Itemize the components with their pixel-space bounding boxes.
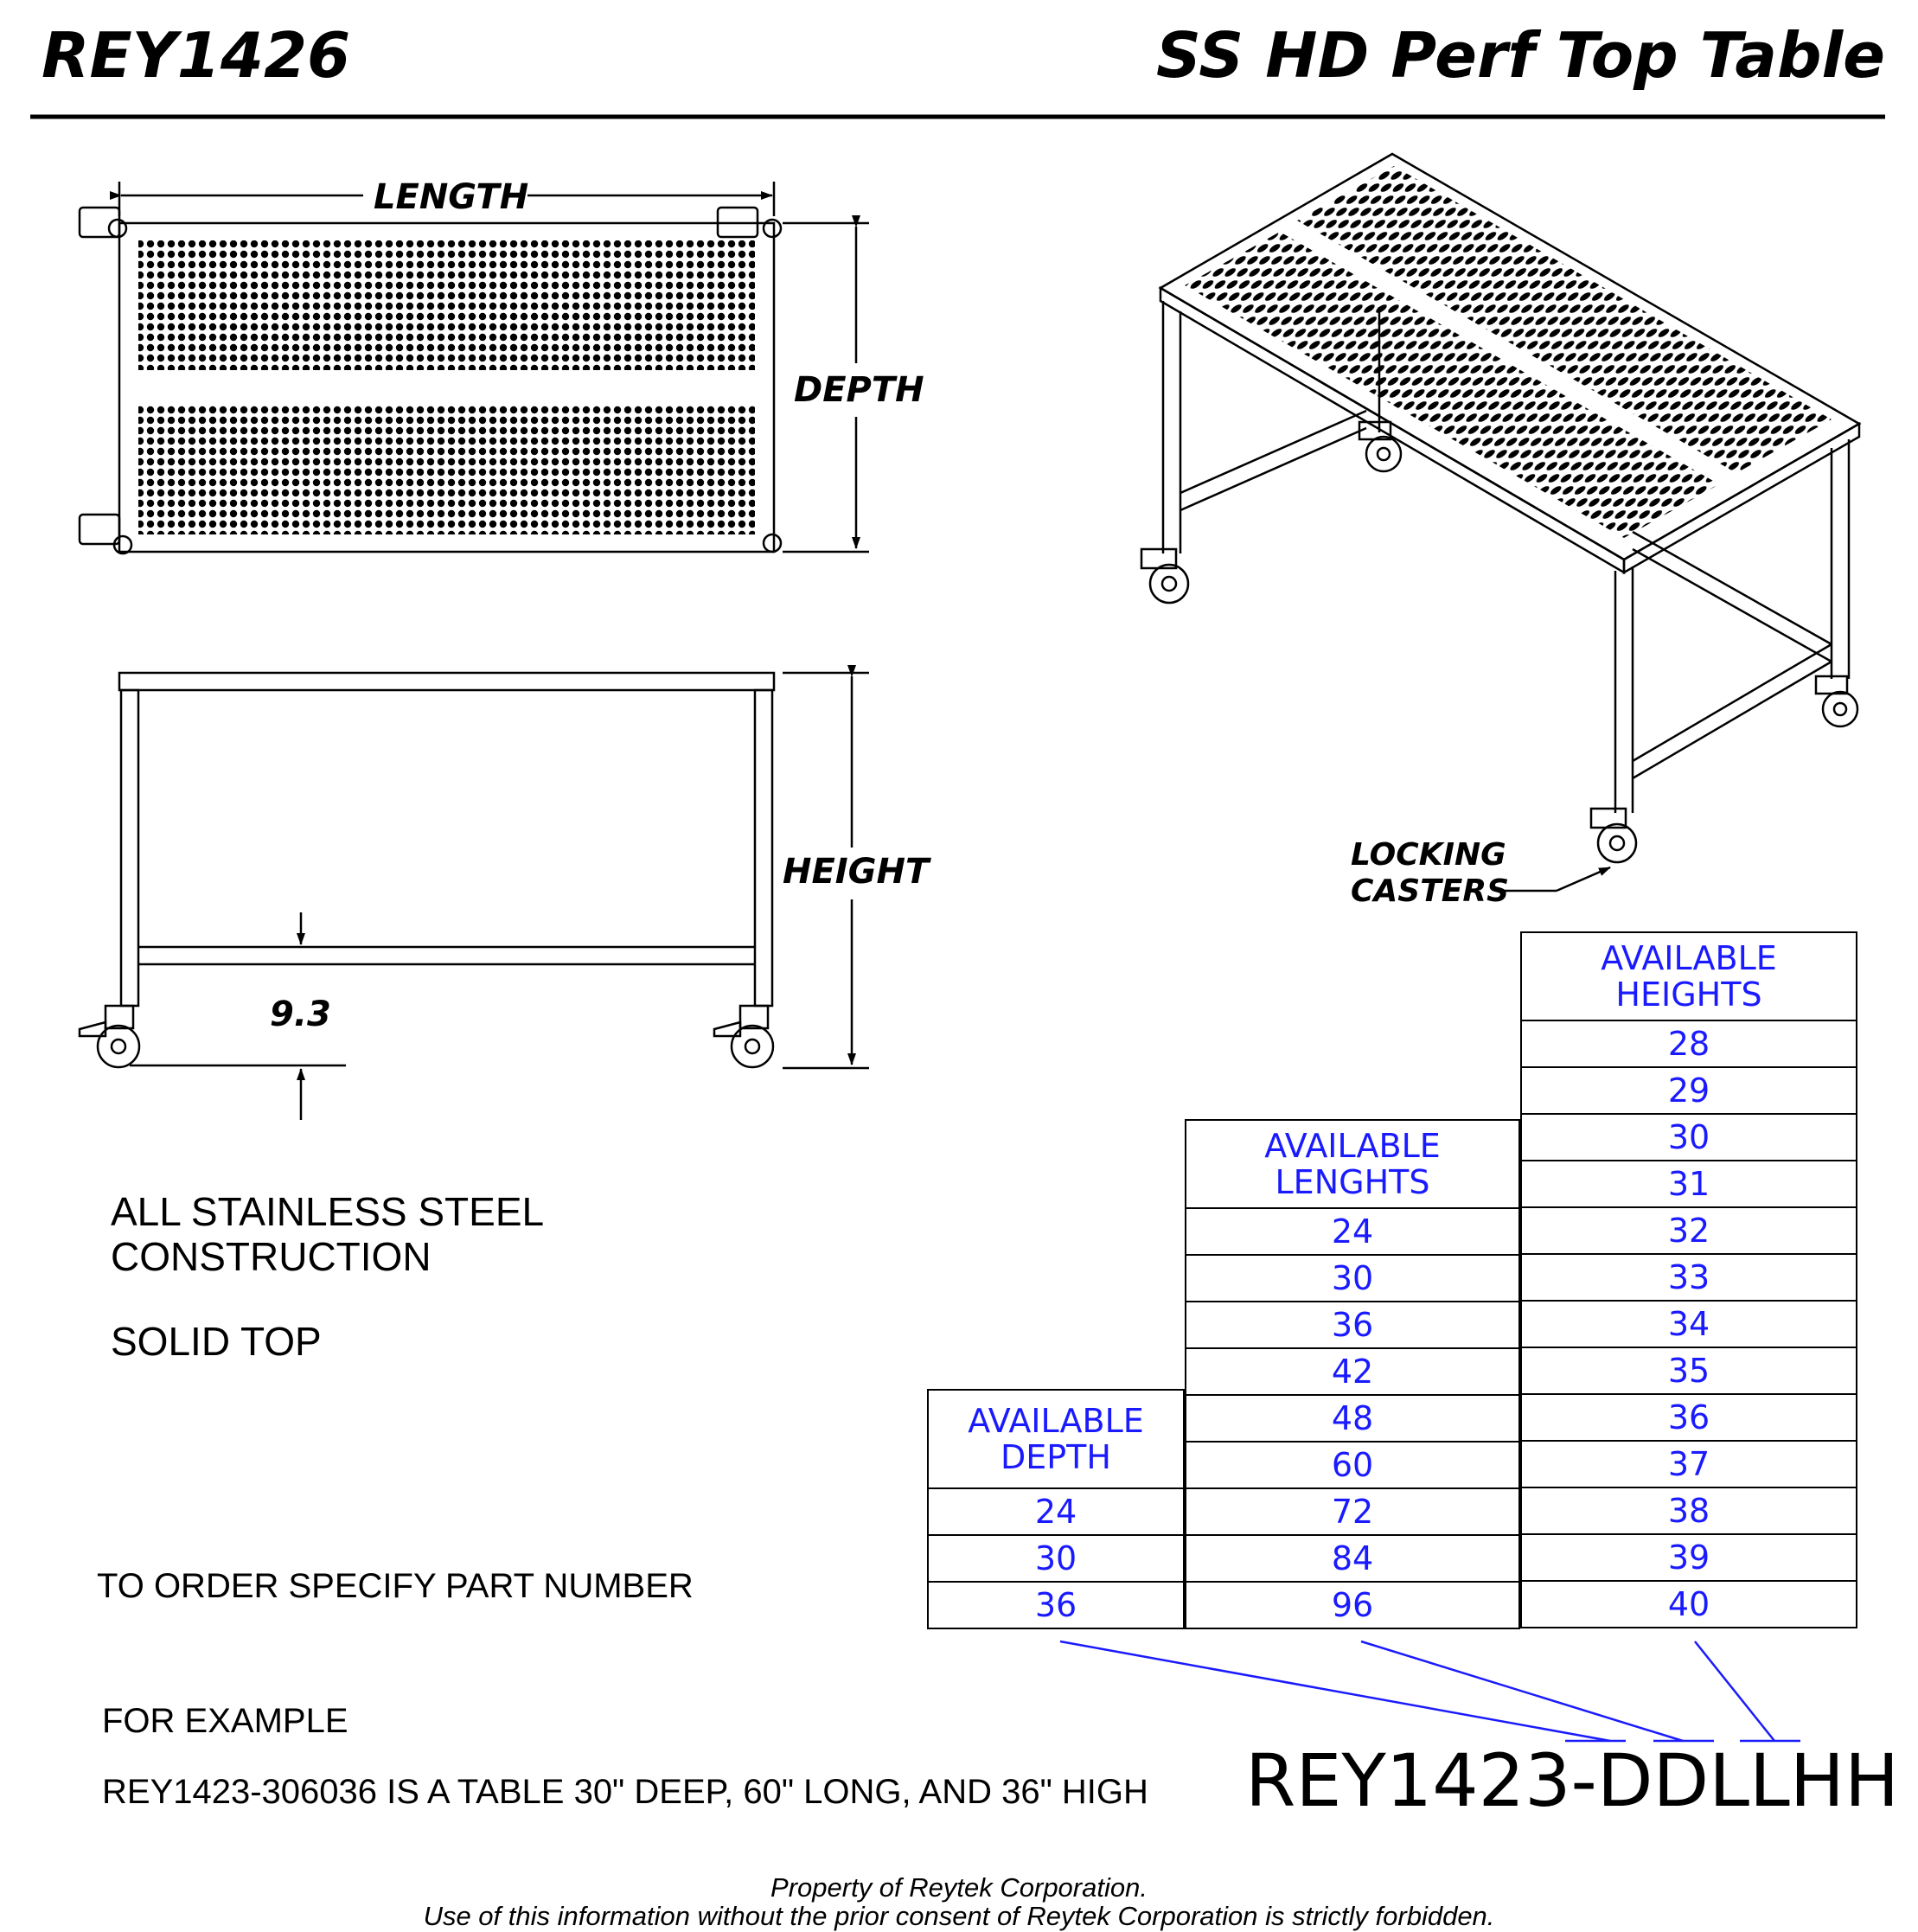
material-note-line2: CONSTRUCTION	[111, 1234, 432, 1279]
depth-table	[927, 1389, 1185, 1629]
length-value: 48	[1186, 1395, 1519, 1442]
height-value: 33	[1521, 1254, 1857, 1301]
length-value: 72	[1186, 1488, 1519, 1535]
part-id: REY1426	[42, 19, 351, 92]
heights-header-line1: AVAILABLE	[1601, 939, 1777, 977]
depth-header-line2: DEPTH	[1001, 1438, 1111, 1476]
lengths-table	[1185, 1119, 1520, 1629]
height-value: 28	[1521, 1020, 1857, 1067]
length-value: 60	[1186, 1442, 1519, 1488]
length-value: 84	[1186, 1535, 1519, 1582]
lengths-header-line1: AVAILABLE	[1264, 1127, 1441, 1165]
example-text: REY1423-306036 IS A TABLE 30" DEEP, 60" LONG, AND 36" HIGH	[102, 1773, 1148, 1811]
footer-line2: Use of this information without the prior consent of Reytek Corporation is strictly forbidden.	[423, 1901, 1495, 1931]
length-value: 96	[1186, 1582, 1519, 1628]
height-value: 36	[1521, 1394, 1857, 1441]
example-label: FOR EXAMPLE	[102, 1702, 348, 1740]
heights-table-header	[1521, 932, 1857, 1020]
product-title: SS HD Perf Top Table	[1156, 19, 1885, 92]
caster-icon	[1591, 809, 1636, 862]
material-note-line1: ALL STAINLESS STEEL	[111, 1189, 545, 1234]
material-note	[111, 1189, 544, 1279]
caster-icon	[714, 1006, 773, 1067]
caster-icon	[1141, 549, 1188, 603]
shelf-height-label: 9.3	[270, 995, 331, 1034]
front-view	[80, 673, 869, 1120]
caster-icon	[80, 515, 131, 553]
footer-line1: Property of Reytek Corporation.	[770, 1872, 1148, 1903]
heights-header-line2: HEIGHTS	[1615, 976, 1762, 1014]
part-number-template: REY1423-DDLLHH	[1245, 1738, 1900, 1823]
caster-icon	[1816, 676, 1857, 726]
height-value: 34	[1521, 1301, 1857, 1347]
length-value: 36	[1186, 1302, 1519, 1348]
depth-value: 36	[928, 1582, 1184, 1628]
lengths-table-header	[1186, 1120, 1519, 1208]
depth-value: 30	[928, 1535, 1184, 1582]
height-value: 30	[1521, 1114, 1857, 1161]
callout-line2: CASTERS	[1351, 873, 1510, 909]
depth-label: DEPTH	[794, 370, 924, 410]
depth-table-header	[928, 1390, 1184, 1488]
height-value: 35	[1521, 1347, 1857, 1394]
lengths-header-line2: LENGHTS	[1275, 1163, 1430, 1201]
length-label: LENGTH	[374, 177, 529, 217]
depth-value: 24	[928, 1488, 1184, 1535]
depth-header-line1: AVAILABLE	[968, 1402, 1144, 1440]
height-value: 37	[1521, 1441, 1857, 1487]
height-label: HEIGHT	[783, 852, 930, 892]
height-value: 38	[1521, 1487, 1857, 1534]
height-value: 40	[1521, 1581, 1857, 1628]
length-value: 42	[1186, 1348, 1519, 1395]
height-value: 32	[1521, 1207, 1857, 1254]
locking-casters-callout	[1351, 837, 1509, 910]
order-note: TO ORDER SPECIFY PART NUMBER	[97, 1567, 694, 1605]
top-note: SOLID TOP	[111, 1319, 322, 1364]
height-value: 31	[1521, 1161, 1857, 1207]
caster-icon	[80, 1006, 139, 1067]
isometric-view	[1141, 154, 1859, 891]
top-view	[80, 182, 869, 553]
height-value: 39	[1521, 1534, 1857, 1581]
length-value: 24	[1186, 1208, 1519, 1255]
part-number-leaders	[1060, 1641, 1800, 1741]
callout-line1: LOCKING	[1351, 837, 1506, 873]
height-value: 29	[1521, 1067, 1857, 1114]
length-value: 30	[1186, 1255, 1519, 1302]
heights-table	[1520, 931, 1857, 1628]
caster-icon	[764, 534, 781, 552]
